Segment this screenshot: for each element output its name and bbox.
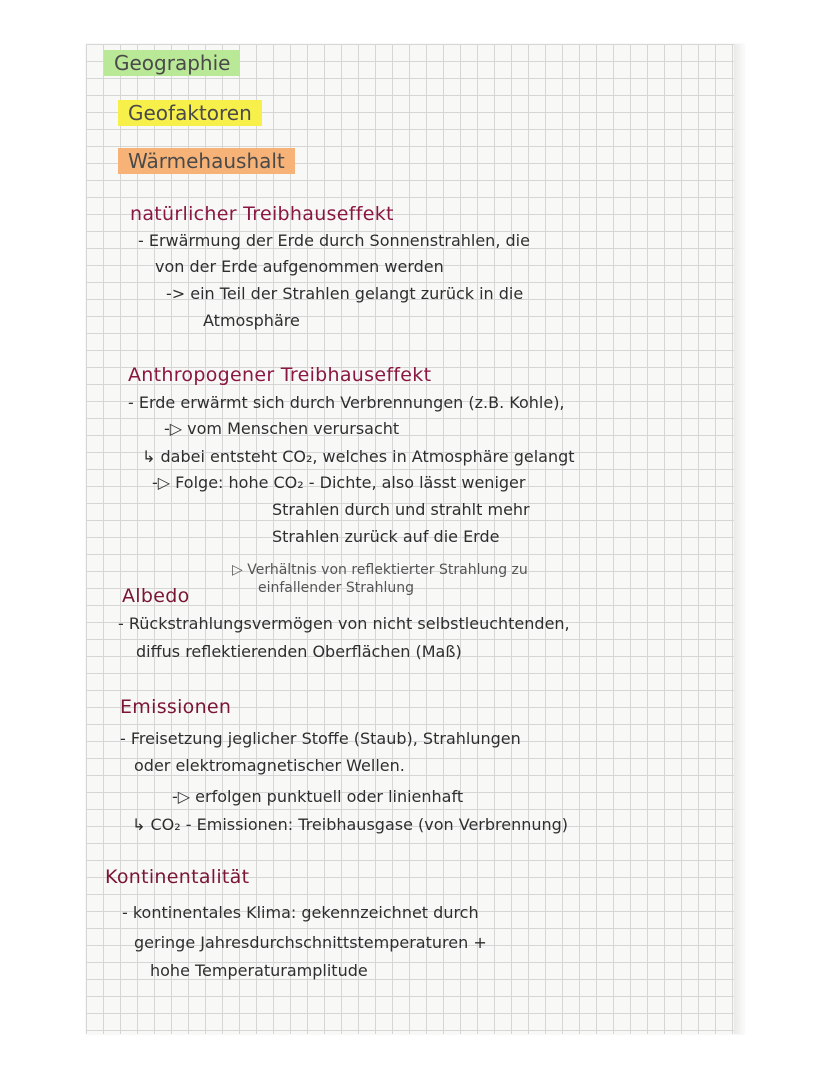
anthro-line-3: ↳ dabei entsteht CO₂, welches in Atmosphäre gelangt xyxy=(142,447,575,466)
albedo-line-1: - Rückstrahlungsvermögen von nicht selbstleuchtenden, xyxy=(118,614,570,633)
anthro-line-5: Strahlen durch und strahlt mehr xyxy=(272,500,530,519)
topic-tag: Geofaktoren xyxy=(118,100,262,126)
emissions-line-4: ↳ CO₂ - Emissionen: Treibhausgase (von Verbrennung) xyxy=(132,815,569,834)
section-heading-natural: natürlicher Treibhauseffekt xyxy=(130,203,394,225)
section-heading-emissions: Emissionen xyxy=(120,696,232,718)
subtopic-tag: Wärmehaushalt xyxy=(118,148,295,174)
albedo-note-top: ▷ Verhältnis von reflektierter Strahlung zu xyxy=(232,562,528,578)
section-heading-albedo: Albedo xyxy=(122,585,190,607)
albedo-note-bottom: einfallender Strahlung xyxy=(258,580,414,596)
continental-line-2: geringe Jahresdurchschnittstemperaturen + xyxy=(134,933,487,952)
natural-line-2: von der Erde aufgenommen werden xyxy=(155,257,444,276)
albedo-line-2: diffus reflektierenden Oberflächen (Maß) xyxy=(136,642,462,661)
anthro-line-2: -▷ vom Menschen verursacht xyxy=(164,419,400,438)
emissions-line-1: - Freisetzung jeglicher Stoffe (Staub), Strahlungen xyxy=(120,729,521,748)
emissions-line-2: oder elektromagnetischer Wellen. xyxy=(134,756,405,775)
anthro-line-4: -▷ Folge: hohe CO₂ - Dichte, also lässt weniger xyxy=(152,473,526,492)
page-edge xyxy=(734,44,744,1034)
natural-line-3: -> ein Teil der Strahlen gelangt zurück in die xyxy=(166,284,524,303)
anthro-line-6: Strahlen zurück auf die Erde xyxy=(272,527,500,546)
section-heading-continental: Kontinentalität xyxy=(105,866,250,888)
section-heading-anthro: Anthropogener Treibhauseffekt xyxy=(128,364,432,386)
continental-line-3: hohe Temperaturamplitude xyxy=(150,961,368,980)
anthro-line-1: - Erde erwärmt sich durch Verbrennungen (z.B. Kohle), xyxy=(128,393,565,412)
subject-tag: Geographie xyxy=(104,50,240,76)
continental-line-1: - kontinentales Klima: gekennzeichnet durch xyxy=(122,903,479,922)
natural-line-1: - Erwärmung der Erde durch Sonnenstrahlen, die xyxy=(138,231,530,250)
natural-line-4: Atmosphäre xyxy=(203,311,300,330)
emissions-line-3: -▷ erfolgen punktuell oder linienhaft xyxy=(172,787,464,806)
